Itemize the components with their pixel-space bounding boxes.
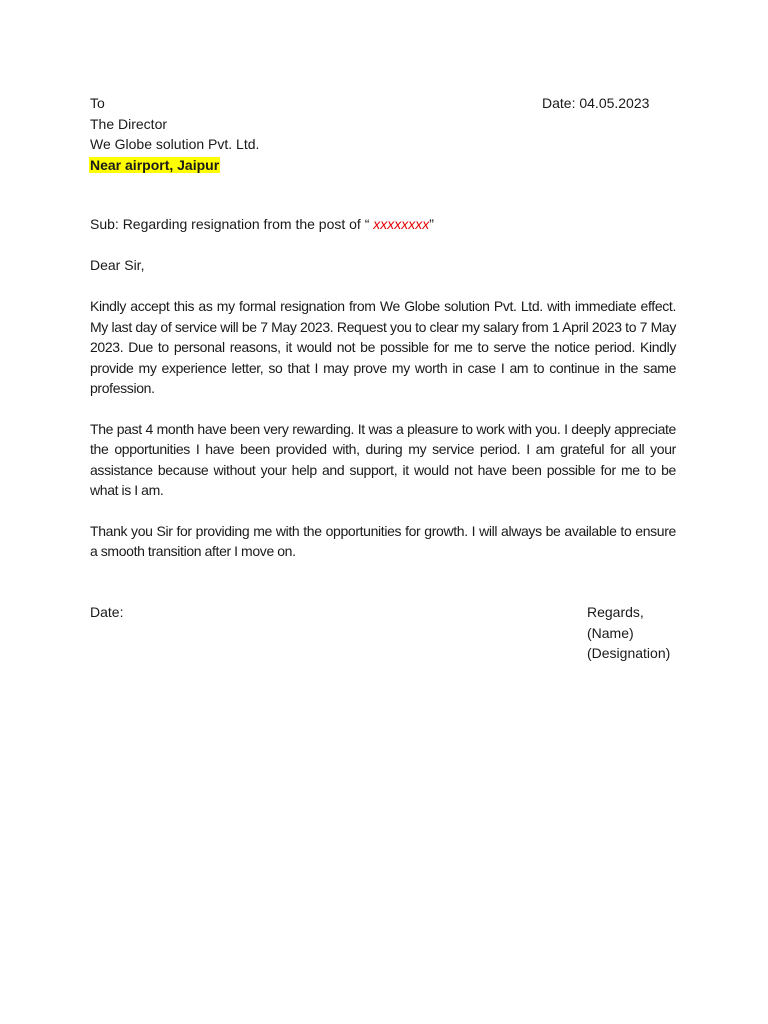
subject-line	[90, 214, 434, 235]
closing-regards: Regards,	[587, 604, 644, 620]
subject-placeholder: xxxxxxxx	[373, 216, 430, 232]
salutation: Dear Sir,	[90, 257, 145, 273]
recipient-address-highlight: Near airport, Jaipur	[90, 156, 220, 173]
closing-name: (Name)	[587, 624, 634, 641]
closing-designation: (Designation)	[587, 645, 671, 661]
recipient-address	[89, 155, 220, 176]
body-paragraph-1: Kindly accept this as my formal resignation from We Globe solution Pvt. Ltd. with immediate effect. My last day of service will be 7 May 2023. Request you to clear my salary from 1 April 2023 to 7 May 2023. Due to personal reasons, it would not be possible for me to serve the notice period. Kindly provide my experience letter, so that I may prove my worth in case I am to continue in the same profession.	[90, 298, 676, 396]
body-paragraph-2: The past 4 month have been very rewarding. It was a pleasure to work with you. I deeply appreciate the opportunities I have been provided with, during my service period. I am grateful for all your assistance because without your help and support, it would not have been possible for me to be what is I am.	[90, 420, 676, 498]
to-line: To	[90, 95, 105, 111]
recipient-company: We Globe solution Pvt. Ltd.	[90, 136, 260, 152]
subject-suffix: ”	[429, 216, 434, 232]
body-paragraph-3: Thank you Sir for providing me with the opportunities for growth. I will always be available to ensure a smooth transition after I move on.	[90, 522, 676, 559]
date-bottom: Date:	[90, 604, 124, 620]
date-top: Date: 04.05.2023	[542, 95, 650, 111]
subject-prefix: Sub: Regarding resignation from the post of “	[90, 216, 374, 232]
recipient-title: The Director	[90, 115, 168, 132]
